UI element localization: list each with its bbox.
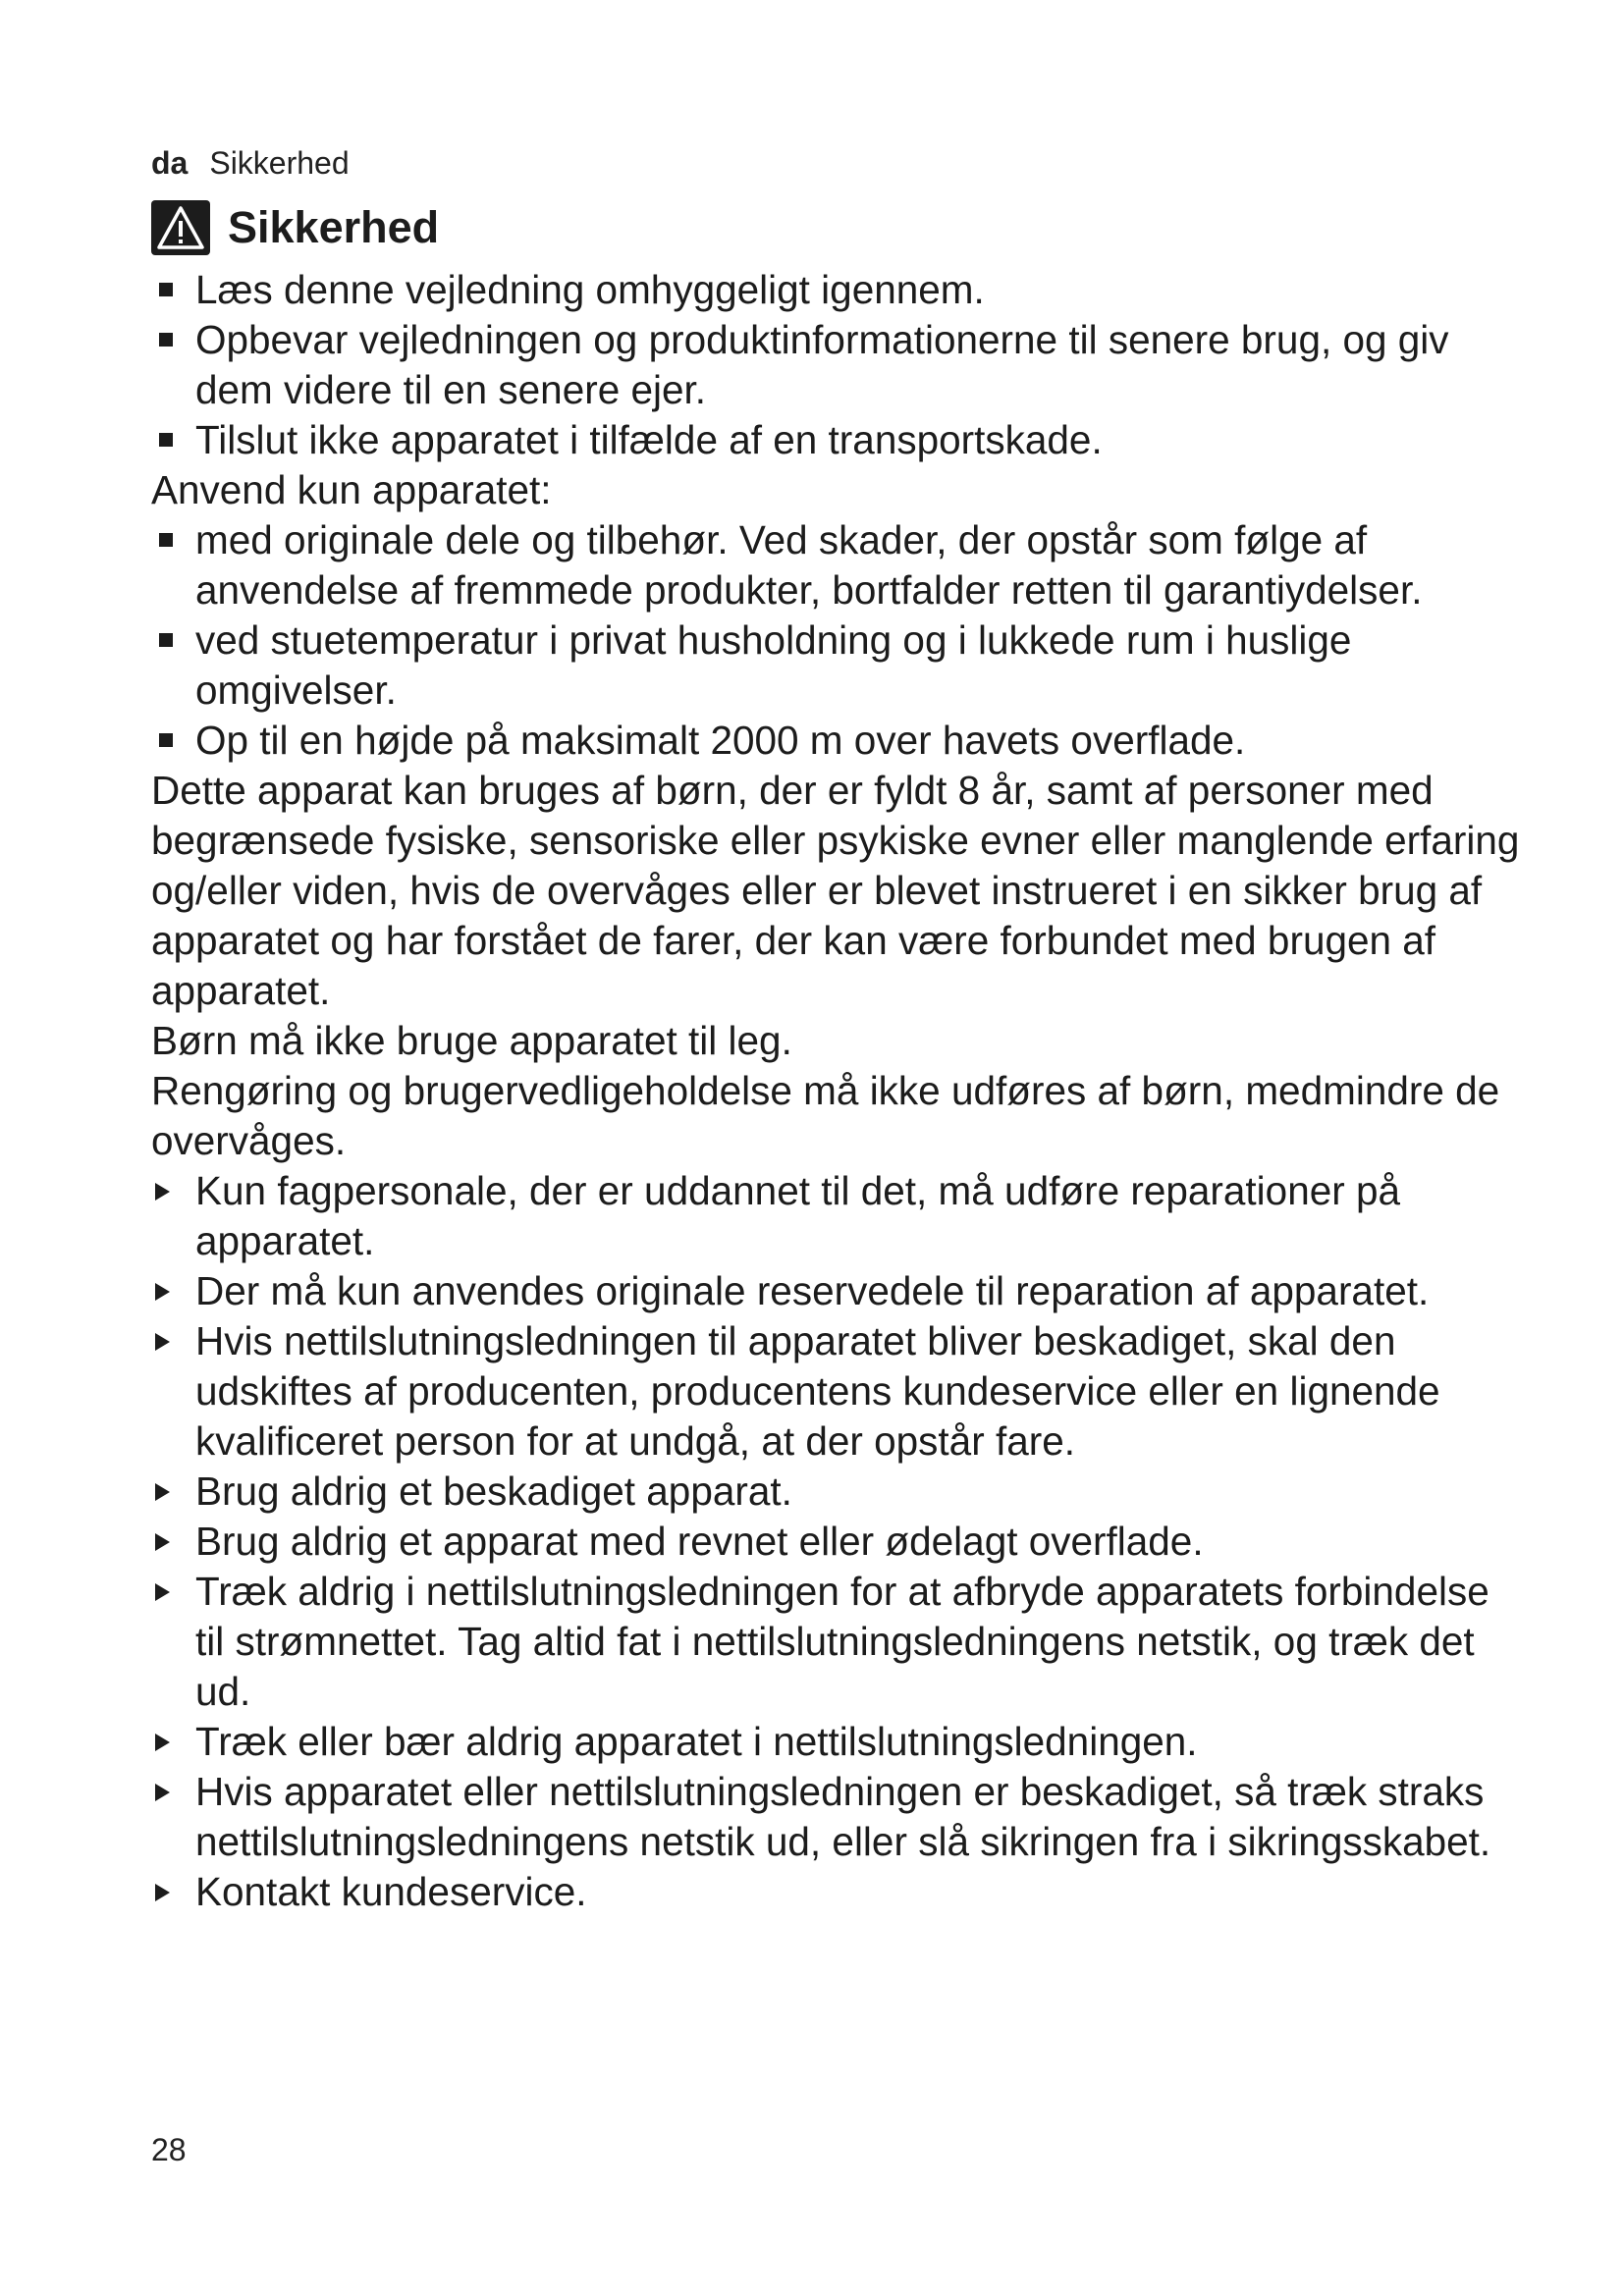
instruction-text: Kun fagpersonale, der er uddannet til det, må udføre reparationer på apparatet. (195, 1168, 1401, 1263)
page-number: 28 (151, 2132, 187, 2167)
instruction-text: Træk aldrig i nettilslutningsledningen for at afbryde apparatets forbindelse til strømnettet. Tag altid fat i nettilslutningsledningens netstik, og træk det ud. (195, 1569, 1489, 1714)
instruction-text: Hvis apparatet eller nettilslutningsledningen er beskadiget, så træk straks nettilslutningsledningens netstik ud, eller slå sikringen fra i sikringsskabet. (195, 1769, 1491, 1864)
arrow-bullet-icon (155, 1333, 170, 1351)
arrow-bullet-icon (155, 1533, 170, 1551)
instruction-item (151, 1316, 1526, 1467)
paragraph-cleaning: Rengøring og brugervedligeholdelse må ikke udføres af børn, medmindre de overvåges. (151, 1068, 1500, 1163)
list-item-text: Tilslut ikke apparatet i tilfælde af en transportskade. (195, 417, 1103, 462)
list-item-text: Læs denne vejledning omhyggeligt igennem. (195, 267, 985, 312)
instruction-text: Hvis nettilslutningsledningen til apparatet bliver beskadiget, skal den udskiftes af producenten, producentens kundeservice eller en lignende kvalificeret person for at undgå, at der opstår fare. (195, 1318, 1440, 1464)
arrow-bullet-icon (155, 1483, 170, 1501)
instruction-text: Træk eller bær aldrig apparatet i nettilslutningsledningen. (195, 1719, 1198, 1764)
bullet-square-icon (159, 733, 173, 747)
warning-triangle-icon (151, 200, 210, 255)
instruction-text: Der må kun anvendes originale reservedele til reparation af apparatet. (195, 1268, 1430, 1313)
instruction-item (151, 1717, 1526, 1767)
list-item-text: Op til en højde på maksimalt 2000 m over havets overflade. (195, 718, 1246, 763)
instruction-item (151, 1767, 1526, 1867)
bullet-square-icon (159, 433, 173, 447)
bullet-square-icon (159, 333, 173, 347)
section-heading (151, 200, 1526, 255)
content (151, 265, 1526, 1917)
list-item (151, 615, 1526, 716)
bullet-square-icon (159, 633, 173, 647)
arrow-bullet-icon (155, 1884, 170, 1901)
list-item (151, 716, 1526, 766)
list-item (151, 265, 1526, 315)
arrow-bullet-icon (155, 1583, 170, 1601)
running-header (151, 143, 1526, 183)
instruction-item (151, 1166, 1526, 1266)
paragraph-children: Dette apparat kan bruges af børn, der er fyldt 8 år, samt af personer med begrænsede fysiske, sensoriske eller psykiske evner eller manglende erfaring og/eller viden, hvis de overvåges eller er blevet instrueret i en sikker brug af apparatet og har forstået de farer, der kan være forbundet med brugen af apparatet. (151, 768, 1520, 1013)
arrow-bullet-icon (155, 1283, 170, 1301)
instruction-item (151, 1867, 1526, 1917)
list-item-text: Opbevar vejledningen og produktinformationerne til senere brug, og giv dem videre til en senere ejer. (195, 317, 1449, 412)
page-title: Sikkerhed (228, 202, 440, 252)
section-name: Sikkerhed (209, 145, 350, 181)
list-item (151, 515, 1526, 615)
arrow-bullet-icon (155, 1734, 170, 1751)
instruction-text: Kontakt kundeservice. (195, 1869, 587, 1914)
instruction-item (151, 1467, 1526, 1517)
list-item-text: med originale dele og tilbehør. Ved skader, der opstår som følge af anvendelse af fremmede produkter, bortfalder retten til garantiydelser. (195, 517, 1423, 613)
language-code: da (151, 145, 189, 181)
instruction-item (151, 1567, 1526, 1717)
list-item (151, 315, 1526, 415)
use-label: Anvend kun apparatet: (151, 467, 552, 512)
page (151, 143, 1526, 1917)
paragraph-no-play: Børn må ikke bruge apparatet til leg. (151, 1018, 792, 1063)
instruction-item (151, 1517, 1526, 1567)
bullet-square-icon (159, 533, 173, 547)
instruction-text: Brug aldrig et apparat med revnet eller ødelagt overflade. (195, 1519, 1204, 1564)
instruction-text: Brug aldrig et beskadiget apparat. (195, 1468, 792, 1514)
list-item-text: ved stuetemperatur i privat husholdning og i lukkede rum i huslige omgivelser. (195, 617, 1352, 713)
arrow-bullet-icon (155, 1183, 170, 1201)
instruction-item (151, 1266, 1526, 1316)
arrow-bullet-icon (155, 1784, 170, 1801)
list-item (151, 415, 1526, 465)
bullet-square-icon (159, 283, 173, 296)
